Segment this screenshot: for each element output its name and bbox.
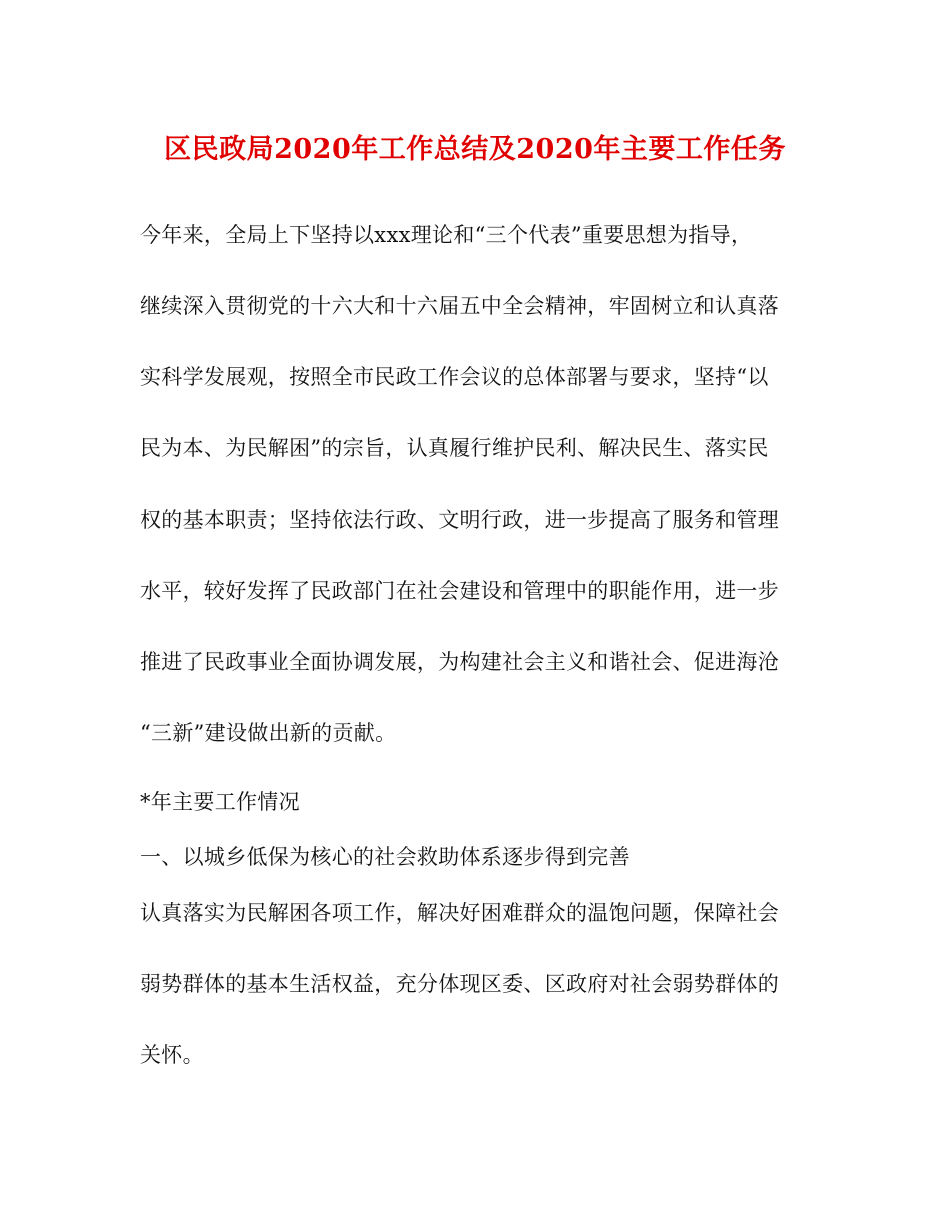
paragraph-line: 实科学发展观，按照全市民政工作会议的总体部署与要求，坚持“以 bbox=[140, 365, 769, 389]
paragraph-line: “三新”建设做出新的贡献。 bbox=[140, 721, 397, 745]
paragraph-line: 水平，较好发挥了民政部门在社会建设和管理中的职能作用，进一步 bbox=[140, 579, 779, 603]
subsection-heading: 一、以城乡低保为核心的社会救助体系逐步得到完善 bbox=[140, 845, 630, 869]
paragraph-line: 民为本、为民解困”的宗旨，认真履行维护民利、解决民生、落实民 bbox=[140, 436, 769, 460]
paragraph-line: 今年来，全局上下坚持以xxx理论和“三个代表”重要思想为指导， bbox=[140, 223, 753, 247]
paragraph-line: 继续深入贯彻党的十六大和十六届五中全会精神，牢固树立和认真落 bbox=[140, 294, 779, 318]
paragraph-line: 关怀。 bbox=[140, 1043, 204, 1067]
paragraph-line: 弱势群体的基本生活权益，充分体现区委、区政府对社会弱势群体的 bbox=[140, 972, 779, 996]
paragraph-line: 权的基本职责；坚持依法行政、文明行政，进一步提高了服务和管理 bbox=[140, 508, 779, 532]
paragraph-line: 认真落实为民解困各项工作，解决好困难群众的温饱问题，保障社会 bbox=[140, 901, 779, 925]
document-title: 区民政局2020年工作总结及2020年主要工作任务 bbox=[164, 134, 786, 165]
paragraph-line: 推进了民政事业全面协调发展，为构建社会主义和谐社会、促进海沧 bbox=[140, 650, 779, 674]
section-heading: *年主要工作情况 bbox=[140, 790, 300, 814]
